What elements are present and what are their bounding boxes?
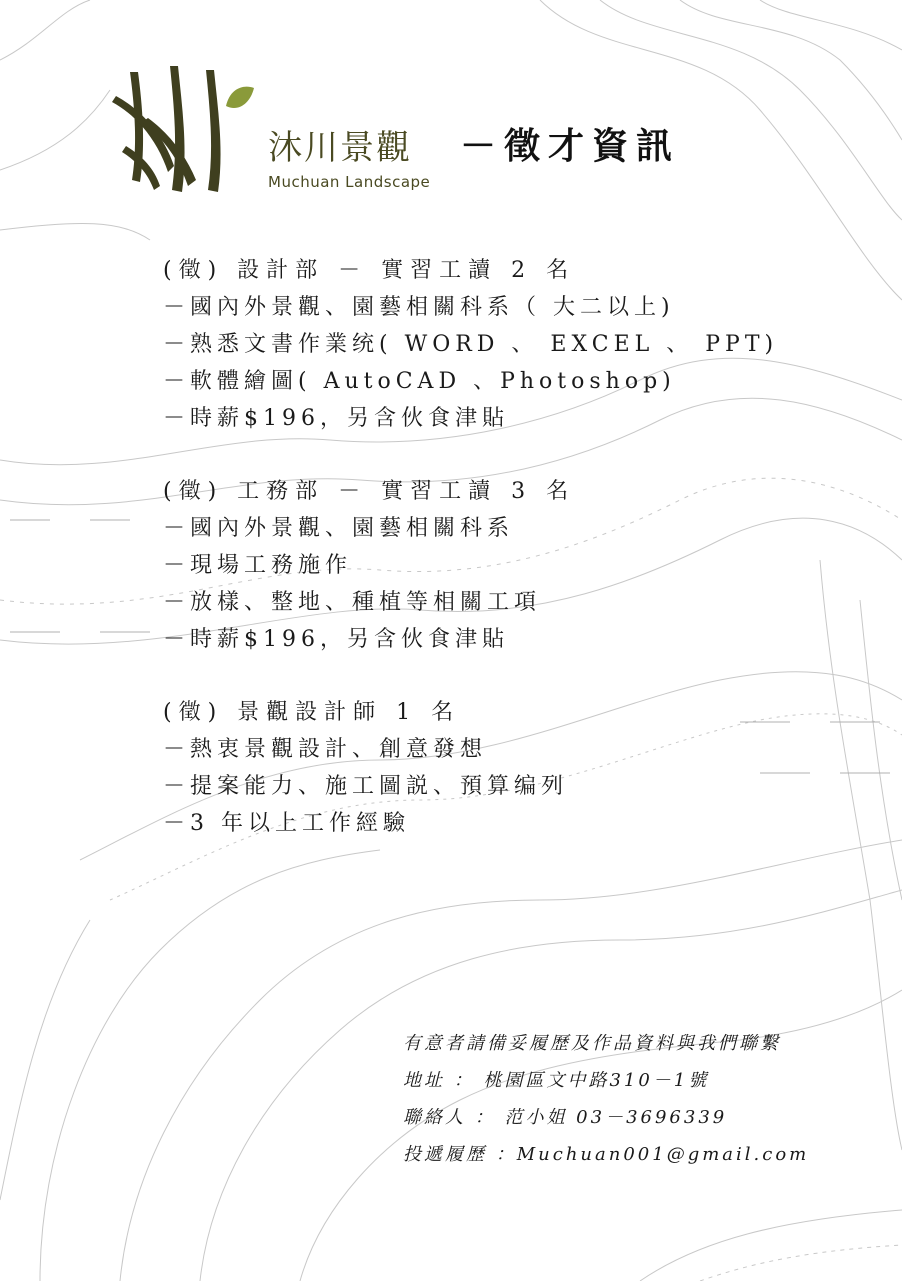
page-title: －徵才資訊 (460, 125, 681, 167)
job-heading: (徵) 景觀設計師 1 名 (163, 700, 461, 725)
requirement-item: －軟體繪圖( AutoCAD 、Photoshop) (163, 369, 676, 394)
requirement-item: －3 年以上工作經驗 (163, 811, 410, 836)
contact-email[interactable]: 投遞履歷 ：Muchuan001@gmail.com (403, 1144, 810, 1165)
requirement-item: －國內外景觀、園藝相關科系 (163, 516, 515, 541)
job-landscape-designer (163, 694, 568, 842)
requirement-item: －現場工務施作 (163, 553, 353, 578)
requirement-item: －熱衷景觀設計、創意發想 (163, 737, 488, 762)
requirement-item: －時薪$196，另含伙食津貼 (163, 406, 509, 431)
contact-info (403, 1025, 809, 1173)
requirement-item: －時薪$196，另含伙食津貼 (163, 627, 509, 652)
brand-name-chinese: 沐川景觀 (268, 128, 412, 168)
requirement-item: －放樣、整地、種植等相關工項 (163, 590, 542, 615)
job-heading: (徵) 工務部 － 實習工讀 3 名 (163, 479, 576, 504)
muchuan-logo-icon (108, 62, 258, 197)
contact-address: 地址 ： 桃園區文中路310－1號 (403, 1070, 710, 1091)
requirement-item: －提案能力、施工圖説、預算编列 (163, 774, 569, 799)
brand-name-english: Muchuan Landscape (268, 173, 431, 191)
requirement-item: －熟悉文書作業统( WORD 、 EXCEL 、 PPT) (163, 332, 779, 357)
job-construction-intern (163, 473, 575, 658)
contact-person: 聯絡人 ： 范小姐 03－3696339 (403, 1107, 728, 1128)
job-heading: (徵) 設計部 － 實習工讀 2 名 (163, 258, 576, 283)
contact-intro: 有意者請備妥履歷及作品資料與我們聯繫 (403, 1033, 781, 1054)
requirement-item: －國內外景觀、園藝相關科系（ 大二以上) (163, 295, 675, 320)
job-design-intern (163, 252, 778, 437)
